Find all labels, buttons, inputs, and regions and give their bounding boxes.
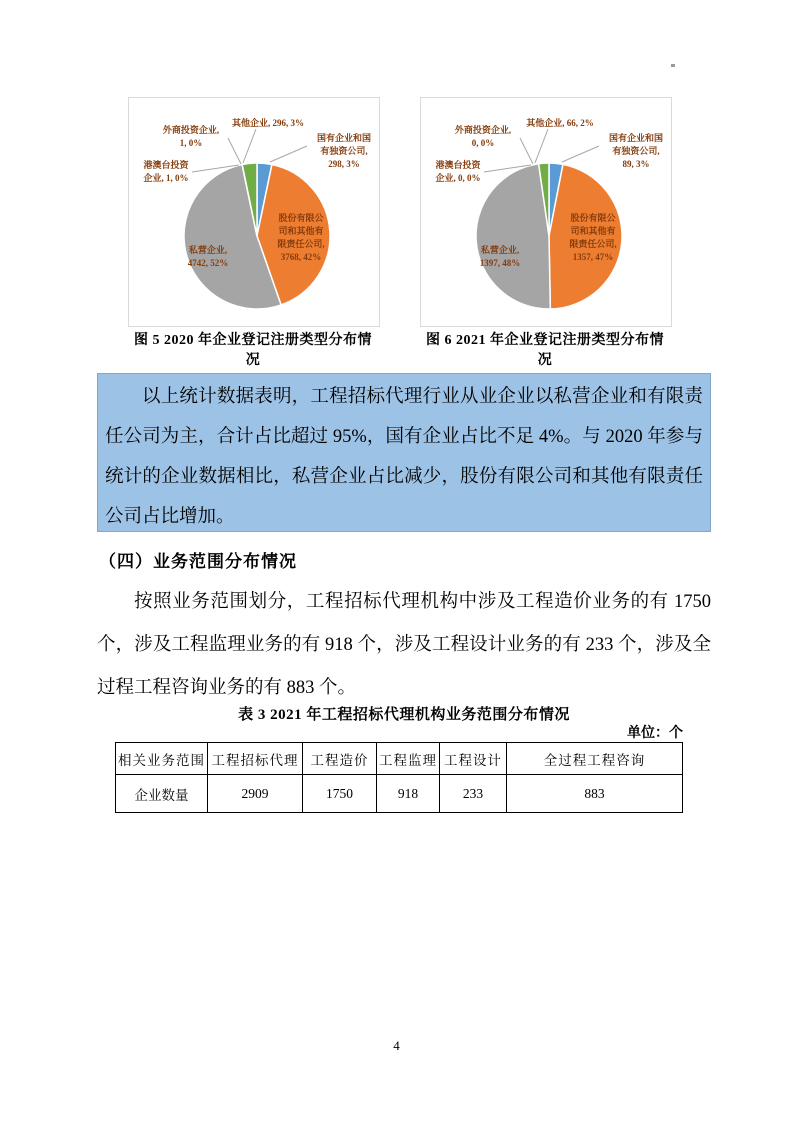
pie-label-other bbox=[526, 117, 594, 130]
pie-label-line: 私营企业, bbox=[188, 245, 228, 255]
pie-chart-2021 bbox=[420, 97, 672, 327]
pie-chart-2020 bbox=[128, 97, 380, 327]
pie-label-line: 其他企业, 66, 2% bbox=[526, 118, 594, 128]
label-leader-line bbox=[520, 138, 533, 164]
table-cell: 企业数量 bbox=[116, 775, 208, 813]
pie-label-hk bbox=[435, 159, 480, 185]
label-leader-line bbox=[243, 129, 256, 163]
pie-label-line: 股份有限公 bbox=[278, 213, 324, 223]
table-header-cell: 相关业务范围 bbox=[116, 743, 208, 775]
table-unit-note: 单位：个 bbox=[627, 726, 683, 741]
pie-label-line: 外商投资企业, bbox=[162, 125, 220, 135]
pie-label-line: 私营企业, bbox=[480, 245, 520, 255]
body-paragraph: 按照业务范围划分，工程招标代理机构中涉及工程造价业务的有 1750 个，涉及工程监理业务的有 918 个，涉及工程设计业务的有 233 个，涉及全过程工程咨询业务的有 883 个。 bbox=[97, 592, 711, 698]
pie-label-foreign bbox=[163, 124, 219, 150]
pie-label-line: 港澳台投资 bbox=[435, 160, 481, 170]
table-header-cell: 工程设计 bbox=[440, 743, 507, 775]
business-scope-table bbox=[115, 742, 683, 813]
label-leader-line bbox=[535, 129, 548, 163]
pie-label-line: 限责任公司, bbox=[569, 239, 617, 249]
table-cell: 2909 bbox=[208, 775, 303, 813]
figure-6-caption: 图 6 2021 年企业登记注册类型分布情况 bbox=[426, 333, 664, 368]
pie-label-other bbox=[232, 117, 304, 130]
pie-label-line: 有独资公司, bbox=[320, 146, 368, 156]
pie-label-line: 3768, 42% bbox=[280, 252, 322, 262]
pie-label-line: 外商投资企业, bbox=[454, 125, 512, 135]
pie-label-share bbox=[569, 212, 616, 264]
table-header-cell: 工程监理 bbox=[377, 743, 440, 775]
table-header-cell: 全过程工程咨询 bbox=[507, 743, 683, 775]
pie-label-line: 其他企业, 296, 3% bbox=[231, 118, 305, 128]
table-header-row bbox=[116, 743, 683, 775]
label-leader-line bbox=[228, 138, 241, 164]
table-header-cell: 工程造价 bbox=[303, 743, 377, 775]
figure-5-caption: 图 5 2020 年企业登记注册类型分布情况 bbox=[134, 333, 372, 368]
table-body bbox=[116, 743, 683, 813]
pie-label-line: 企业, 0, 0% bbox=[435, 173, 481, 183]
pie-label-line: 股份有限公 bbox=[570, 213, 616, 223]
pie-label-line: 1397, 48% bbox=[479, 258, 521, 268]
pie-label-line: 港澳台投资 bbox=[143, 160, 189, 170]
pie-label-line: 298, 3% bbox=[328, 159, 360, 169]
table-caption: 表 3 2021 年工程招标代理机构业务范围分布情况 bbox=[238, 707, 570, 723]
pie-label-line: 有独资公司, bbox=[612, 146, 660, 156]
pie-label-line: 4742, 52% bbox=[187, 258, 229, 268]
pie-label-private bbox=[188, 244, 229, 270]
pie-label-share bbox=[277, 212, 324, 264]
table-cell: 1750 bbox=[303, 775, 377, 813]
pie-label-line: 国有企业和国 bbox=[608, 133, 664, 143]
pie-label-line: 企业, 1, 0% bbox=[143, 173, 189, 183]
table-cell: 233 bbox=[440, 775, 507, 813]
table-cell: 918 bbox=[377, 775, 440, 813]
table-row bbox=[116, 775, 683, 813]
pie-label-line: 限责任公司, bbox=[277, 239, 325, 249]
pie-label-state bbox=[609, 132, 663, 171]
pie-label-foreign bbox=[455, 124, 511, 150]
table-header-cell: 工程招标代理 bbox=[208, 743, 303, 775]
pie-label-line: 1357, 47% bbox=[572, 252, 614, 262]
pie-label-line: 0, 0% bbox=[471, 138, 495, 148]
pie-label-line: 司和其他有 bbox=[278, 226, 324, 236]
pie-label-line: 司和其他有 bbox=[570, 226, 616, 236]
pie-label-private bbox=[480, 244, 521, 270]
label-leader-line bbox=[562, 146, 599, 162]
page-number: 4 bbox=[393, 1038, 400, 1053]
pie-label-hk bbox=[143, 159, 188, 185]
pie-slice-private bbox=[476, 164, 550, 309]
label-leader-line bbox=[270, 146, 307, 162]
table-cell: 883 bbox=[507, 775, 683, 813]
stray-mark bbox=[671, 64, 675, 67]
highlighted-summary-block: 以上统计数据表明，工程招标代理行业从业企业以私营企业和有限责任公司为主，合计占比超过 95%，国有企业占比不足 4%。与 2020 年参与统计的企业数据相比，私营企业占比减少，股份有限公司和其他有限责任公司占比增加。 bbox=[97, 373, 711, 532]
pie-label-line: 1, 0% bbox=[179, 138, 203, 148]
section-heading: （四）业务范围分布情况 bbox=[99, 552, 297, 571]
pie-label-state bbox=[317, 132, 371, 171]
pie-label-line: 国有企业和国 bbox=[316, 133, 372, 143]
pie-label-line: 89, 3% bbox=[622, 159, 650, 169]
